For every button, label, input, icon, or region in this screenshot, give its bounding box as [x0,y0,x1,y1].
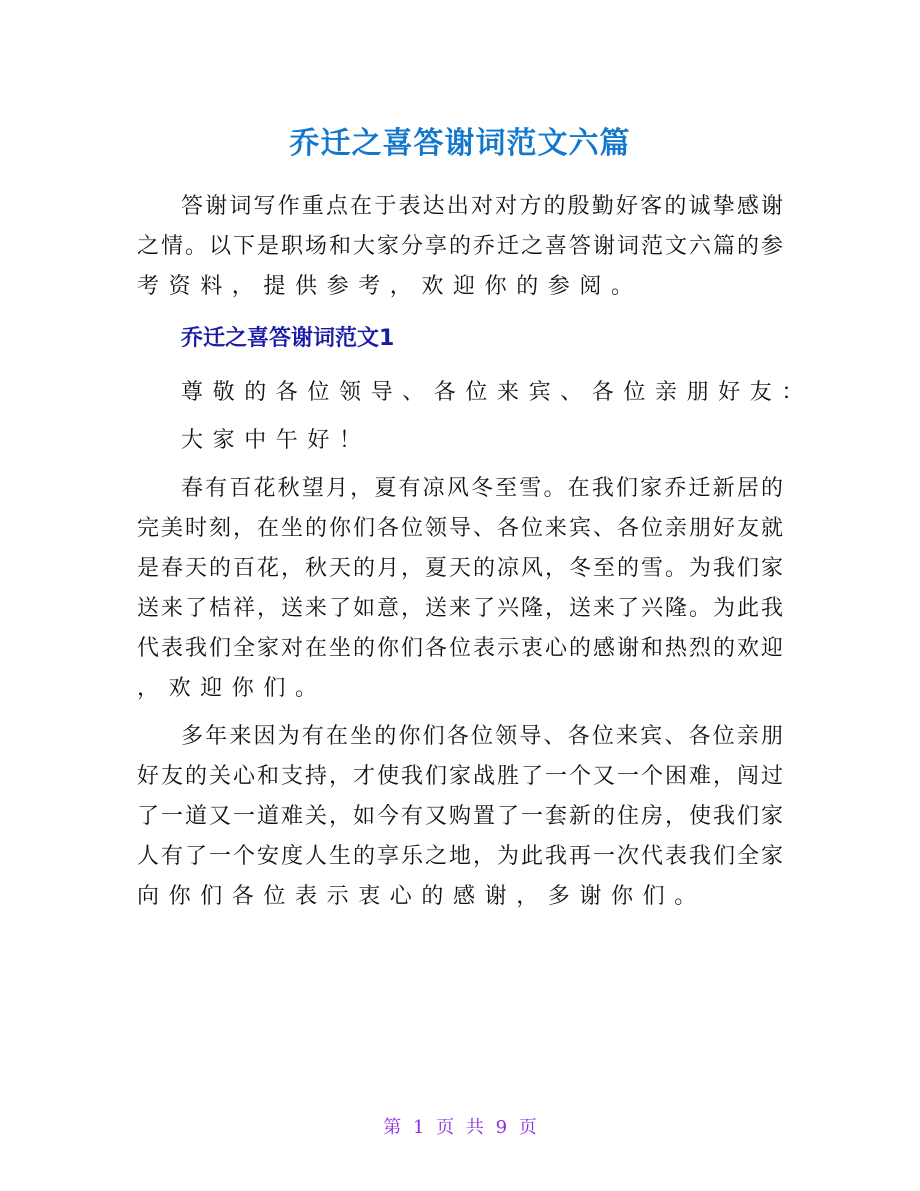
text-line: 答谢词写作重点在于表达出对对方的殷勤好客的诚挚感谢 [181,194,783,219]
salutation [137,373,814,413]
text-line: 考资料，提供参考，欢迎你的参阅。 [137,274,643,299]
text-line: 代表我们全家对在坐的你们各位表示衷心的感谢和热烈的欢迎 [137,636,783,661]
text-line: 春有百花秋望月，夏有凉风冬至雪。在我们家乔迁新居的 [181,476,783,501]
section-heading: 乔迁之喜答谢词范文1 [181,326,395,351]
paragraph-1 [137,469,783,709]
text-line: 多年来因为有在坐的你们各位领导、各位来宾、各位亲朋 [181,724,783,749]
text-line: 大家中午好！ [181,428,371,453]
document-title: 乔迁之喜答谢词范文六篇 [289,126,631,161]
text-line: 了一道又一道难关，如今有又购置了一套新的住房，使我们家 [137,804,783,829]
text-line: 完美时刻，在坐的你们各位领导、各位来宾、各位亲朋好友就 [137,516,783,541]
page-number-footer: 第 1 页 共 9 页 [383,1117,537,1138]
text-line: 人有了一个安度人生的享乐之地，为此我再一次代表我们全家 [137,844,783,869]
paragraph-2 [137,717,783,917]
document-body [137,187,814,925]
text-line: 向你们各位表示衷心的感谢，多谢你们。 [137,884,706,909]
greeting [137,421,783,461]
text-line: 之情。以下是职场和大家分享的乔迁之喜答谢词范文六篇的参 [137,234,783,259]
text-line: 好友的关心和支持，才使我们家战胜了一个又一个困难，闯过 [137,764,783,789]
text-line: 尊敬的各位领导、各位来宾、各位亲朋好友： [181,380,814,405]
intro-paragraph [137,187,783,307]
text-line: ，欢迎你们。 [137,676,327,701]
text-line: 是春天的百花，秋天的月，夏天的凉风，冬至的雪。为我们家 [137,556,783,581]
text-line: 送来了桔祥，送来了如意，送来了兴隆，送来了兴隆。为此我 [137,596,783,621]
